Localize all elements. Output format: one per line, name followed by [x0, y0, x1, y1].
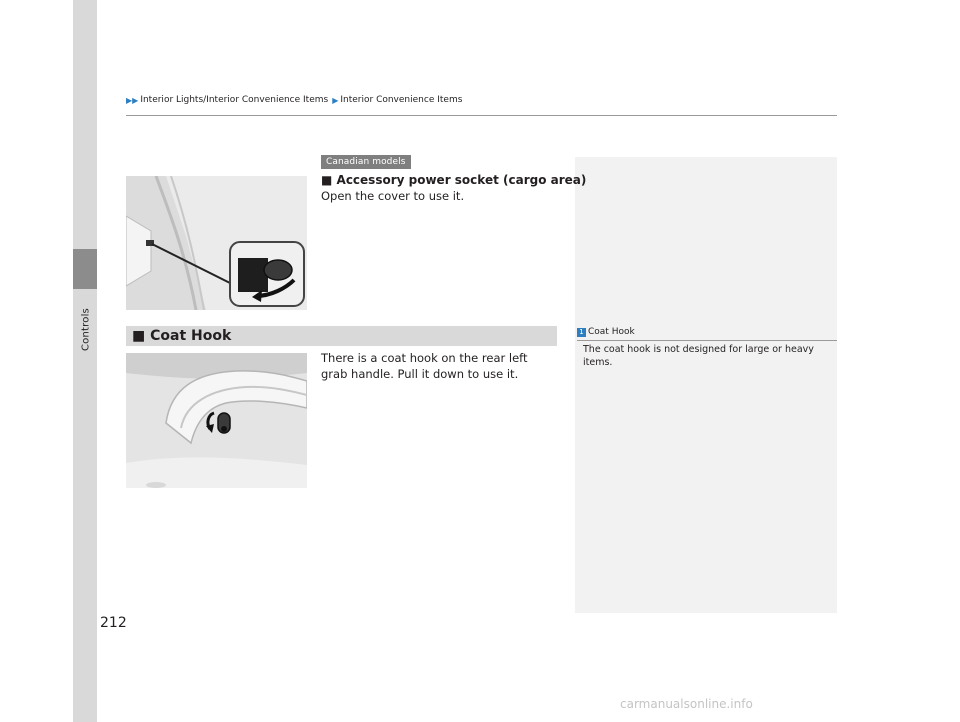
breadcrumb [126, 95, 462, 105]
side-tab-active-marker [73, 249, 97, 289]
heading-marker: ■ [321, 173, 333, 187]
watermark: carmanualsonline.info [620, 697, 753, 711]
section-marker: ■ [132, 328, 146, 344]
note-title: Coat Hook [588, 327, 635, 337]
accessory-socket-heading [321, 173, 586, 187]
breadcrumb-item[interactable]: Interior Convenience Items [340, 95, 463, 105]
accessory-socket-text: Open the cover to use it. [321, 189, 465, 203]
note-panel [575, 157, 837, 613]
side-tab-strip [73, 0, 97, 722]
note-heading [577, 327, 635, 337]
breadcrumb-item[interactable]: Interior Lights/Interior Convenience Items [140, 95, 329, 105]
section-title-text: Coat Hook [150, 328, 232, 344]
note-body: The coat hook is not designed for large or heavy items. [583, 344, 814, 368]
page-number: 212 [100, 615, 127, 631]
coat-hook-section-bar [126, 326, 557, 346]
coat-hook-text: There is a coat hook on the rear left grab handle. Pull it down to use it. [321, 351, 528, 381]
side-tab-label: Controls [80, 308, 92, 352]
canadian-models-badge: Canadian models [321, 155, 411, 169]
note-divider [577, 340, 837, 341]
heading-text: Accessory power socket (cargo area) [336, 173, 587, 187]
cargo-socket-illustration [126, 176, 307, 310]
triangle-right-icon: ▶ [332, 95, 339, 105]
coat-hook-title [132, 328, 231, 344]
coat-hook-illustration [126, 353, 307, 488]
header-divider [126, 115, 837, 116]
triangle-right-icon: ▶▶ [126, 95, 139, 105]
reference-icon: 1 [577, 328, 586, 337]
